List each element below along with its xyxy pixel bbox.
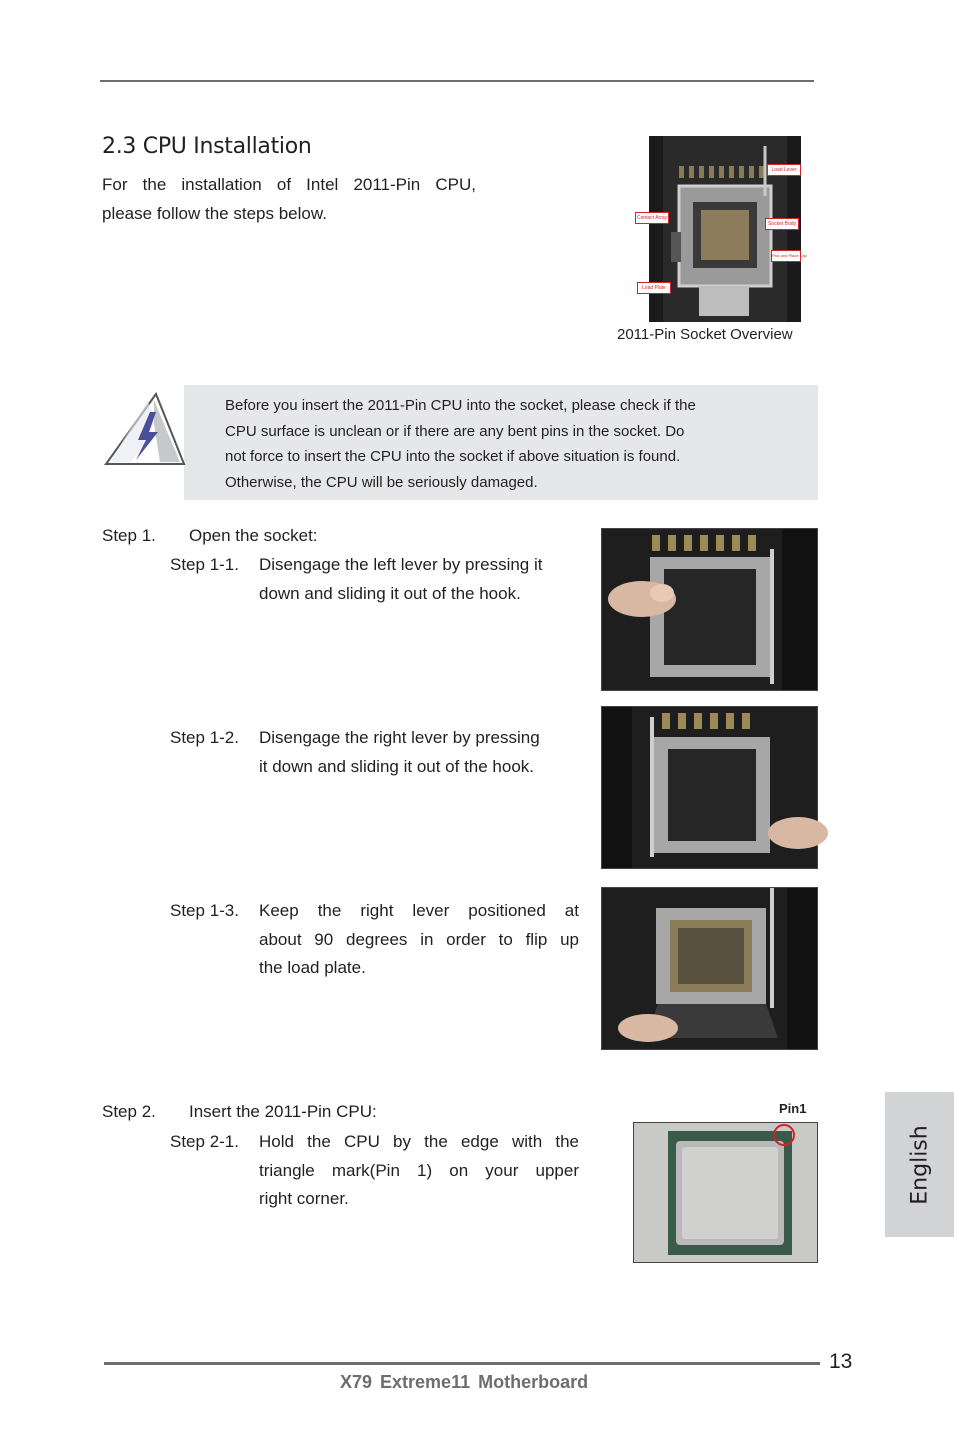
step-label: Step 1-2. <box>170 728 239 747</box>
header-rule <box>100 80 814 82</box>
section-title: 2.3 CPU Installation <box>102 134 312 159</box>
overview-caption: 2011-Pin Socket Overview <box>617 326 793 343</box>
intro-text <box>102 170 476 228</box>
callout-contact-array: Contact Array <box>635 212 669 224</box>
warning-line: Before you insert the 2011-Pin CPU into the socket, please check if the <box>225 397 696 414</box>
intro-line: For the installation of Intel 2011-Pin CPU, <box>102 175 476 194</box>
callout-load-plate: Load Plate <box>637 282 671 294</box>
step-line: down and sliding it out of the hook. <box>259 583 521 603</box>
callout-socket-body: Socket Body <box>765 218 799 230</box>
step-label: Step 1. <box>102 526 156 545</box>
step-label: Step 2. <box>102 1102 156 1121</box>
step-line: Disengage the left lever by pressing it <box>259 555 543 574</box>
footer-product-title: X79 Extreme11 Motherboard <box>340 1372 589 1392</box>
step-line: Disengage the right lever by pressing <box>259 728 540 747</box>
socket-overview-photo <box>636 136 807 322</box>
warning-text <box>225 393 785 495</box>
step-1-3-photo <box>601 887 818 1050</box>
step-label: Step 1-1. <box>170 555 239 574</box>
callout-pnp-cap: Pick and Place Cap <box>771 250 801 262</box>
step-line: it down and sliding it out of the hook. <box>259 756 535 776</box>
warning-line: not force to insert the CPU into the socket if above situation is found. <box>225 448 681 465</box>
step-line: Keep the right lever positioned at <box>259 901 579 920</box>
step-label: Step 1-3. <box>170 901 239 920</box>
warning-line: CPU surface is unclean or if there are any bent pins in the socket. Do <box>225 422 685 440</box>
warning-line: Otherwise, the CPU will be seriously damaged. <box>225 473 538 491</box>
step-1-1-photo <box>601 528 818 691</box>
step-line: Hold the CPU by the edge with the <box>259 1132 579 1151</box>
pin1-label: Pin1 <box>779 1101 807 1116</box>
callout-load-lever: Load Lever <box>767 164 801 176</box>
step-line: triangle mark(Pin 1) on your upper <box>259 1160 579 1180</box>
step-1-2-photo <box>601 706 818 869</box>
language-tab <box>885 1092 954 1237</box>
page-number: 13 <box>829 1350 853 1373</box>
step-title: Open the socket: <box>189 526 318 545</box>
language-tab-label: English <box>907 1124 932 1205</box>
step-line: right corner. <box>259 1189 349 1208</box>
warning-lightning-icon <box>100 390 190 470</box>
step-line: the load plate. <box>259 958 366 977</box>
step-title: Insert the 2011-Pin CPU: <box>189 1102 377 1121</box>
step-line: about 90 degrees in order to flip up <box>259 929 579 949</box>
intro-line: please follow the steps below. <box>102 204 327 223</box>
footer-rule <box>104 1362 820 1365</box>
cpu-photo <box>633 1122 818 1263</box>
step-label: Step 2-1. <box>170 1132 239 1151</box>
